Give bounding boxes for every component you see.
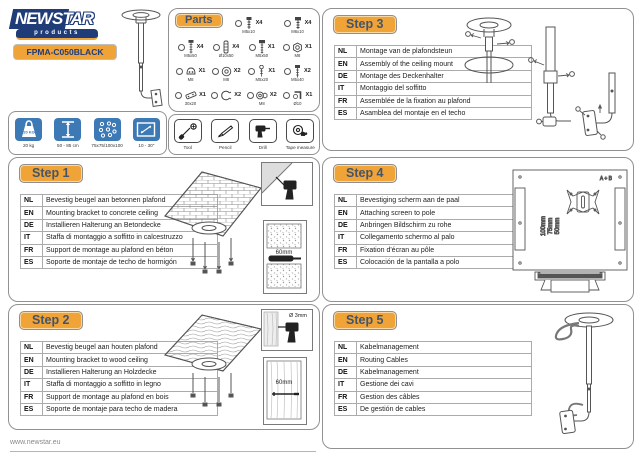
part-qty: X1 [305, 44, 312, 50]
drill-inset [261, 162, 313, 206]
logo-text-star: STAR [52, 9, 94, 28]
svg-text:75mm: 75mm [548, 217, 554, 235]
part-label: M5x10 [242, 29, 255, 34]
pencil-icon [211, 119, 239, 143]
step-3-panel [322, 8, 634, 151]
tool-label: Tape measure [285, 144, 315, 150]
lang-code: DE [21, 219, 43, 231]
part-label: M8 [258, 101, 265, 106]
lang-text: Installieren Halterung an Betondecke [43, 219, 218, 231]
part-qty: X1 [305, 92, 313, 98]
drill-icon [249, 119, 277, 143]
lang-code: DE [335, 219, 357, 231]
part-label: Ø10 [293, 101, 302, 106]
step-4-language-table [334, 194, 532, 269]
step-3-badge: Step 3 [333, 15, 397, 34]
spec-label: 20 kg [23, 142, 35, 148]
step-4-panel [322, 157, 634, 302]
part-mark-icon [283, 44, 290, 51]
plug-in-concrete-icon [264, 221, 304, 291]
spec-vesa-pattern [89, 118, 125, 148]
logo-text-new: NEW [15, 9, 52, 28]
part-bolt-icon [258, 40, 266, 54]
lang-code: ES [335, 403, 357, 415]
part-item [209, 40, 244, 58]
part-screw-icon [244, 17, 254, 30]
plug-depth-inset [263, 220, 307, 294]
tool-label: Pencil [218, 144, 232, 150]
spec-max-weight [11, 118, 47, 148]
lang-code: FR [335, 95, 357, 107]
lang-code: FR [335, 391, 357, 403]
parts-row [173, 64, 315, 82]
lang-text: Montage des Deckenhalter [357, 70, 532, 82]
lang-code: ES [335, 256, 357, 268]
part-allen-key-icon [292, 90, 304, 101]
step-5-language-table [334, 341, 532, 416]
lang-code: FR [21, 244, 43, 256]
parts-row [173, 40, 315, 58]
spec-label: 75x75/100x100 [91, 142, 123, 148]
part-mark-icon [176, 68, 183, 75]
part-qty: X1 [199, 92, 206, 98]
lang-row [335, 391, 532, 403]
tools-strip [168, 114, 320, 155]
part-label: M5x50 [255, 53, 269, 58]
part-item [280, 16, 315, 34]
part-item [173, 64, 208, 82]
tool-item [207, 119, 243, 150]
parts-row [173, 88, 315, 106]
screen-size-icon [133, 118, 160, 141]
part-screw-icon [293, 17, 303, 30]
part-qty: X4 [232, 44, 240, 50]
lang-code: EN [335, 354, 357, 366]
step-2-panel [8, 304, 320, 430]
lang-code: IT [21, 379, 43, 391]
step-1-panel [8, 157, 320, 302]
step-4-illustration [511, 168, 629, 294]
screw-depth-inset [263, 357, 307, 425]
lang-code: NL [21, 195, 43, 207]
part-qty: X2 [269, 92, 277, 98]
part-mark-icon [284, 68, 291, 75]
svg-text:60mm: 60mm [275, 380, 293, 386]
lang-row [335, 207, 532, 219]
step-5-panel [322, 304, 634, 449]
lang-code: IT [335, 232, 357, 244]
lang-code: EN [335, 58, 357, 70]
part-item [280, 40, 315, 58]
part-cap-icon [185, 66, 197, 77]
spec-screen-size [128, 118, 164, 148]
lang-code: FR [21, 391, 43, 403]
lang-row [335, 219, 532, 231]
drill-bit-inset [261, 309, 313, 351]
lang-text: Montage van de plafondsteun [357, 46, 532, 58]
part-item [244, 64, 279, 82]
lang-row [335, 354, 532, 366]
logo-products-bar: products [16, 29, 98, 40]
part-label: M6x10 [291, 29, 304, 34]
part-item [280, 88, 315, 106]
lang-code: IT [335, 379, 357, 391]
lang-text: Support de montage au plafond en béton [43, 244, 218, 256]
lang-code: EN [21, 207, 43, 219]
tool-item [170, 119, 206, 150]
lang-text: Soporte de montaje para techo de madera [43, 403, 218, 415]
lang-text: Anbringen Bildschirm zu rohe [357, 219, 532, 231]
part-item [280, 64, 315, 82]
step-2-badge: Step 2 [19, 311, 83, 330]
max-weight-icon [15, 118, 42, 141]
lang-code: IT [21, 232, 43, 244]
part-qty: X4 [196, 44, 204, 50]
lang-code: FR [335, 244, 357, 256]
step-5-illustration [531, 309, 627, 444]
lang-text: Assemblée de la fixation au plafond [357, 95, 532, 107]
part-mark-icon [178, 44, 185, 51]
part-mark-icon [175, 92, 182, 99]
step-1-badge: Step 1 [19, 164, 83, 183]
lang-text: Gestione dei cavi [357, 379, 532, 391]
lang-text: Soporte de montaje de techo de hormigón [43, 256, 218, 268]
lang-row [335, 256, 532, 268]
part-mark-icon [212, 68, 219, 75]
part-nut-icon [292, 42, 303, 53]
vesa-pattern-icon [94, 118, 121, 141]
part-qty: X1 [267, 44, 275, 50]
lang-code: NL [21, 342, 43, 354]
screw-in-wood-icon [264, 358, 304, 422]
lang-code: DE [335, 366, 357, 378]
lang-text: Gestion des câbles [357, 391, 532, 403]
lang-text: De gestión de cables [357, 403, 532, 415]
part-item [209, 64, 244, 82]
part-washer-nut-icon [256, 90, 268, 101]
step-3-illustration [451, 13, 629, 146]
part-label: M5x20 [255, 77, 269, 82]
lang-text: Fixation d'écran au pôle [357, 244, 532, 256]
part-label: M5x40 [291, 77, 304, 82]
part-washer-icon [221, 66, 232, 77]
part-qty: X2 [233, 68, 241, 74]
part-screw-icon [187, 40, 195, 54]
lang-row [335, 379, 532, 391]
height-adjust-icon [54, 118, 81, 141]
lang-text: Staffa di montaggio a soffitto in calcestruzzo [43, 232, 218, 244]
lang-code: IT [335, 83, 357, 95]
lang-text: Installieren Halterung an Holzdecke [43, 366, 218, 378]
tool-item [245, 119, 281, 150]
step-1-illustration [157, 166, 267, 296]
screwdriver-icon [174, 119, 202, 143]
lang-text: Kabelmanagement [357, 342, 532, 354]
part-strip-icon [184, 90, 197, 101]
lang-code: EN [335, 207, 357, 219]
part-label: M8 [223, 77, 230, 82]
lang-code: ES [21, 403, 43, 415]
lang-text: Montaggio del soffitto [357, 83, 532, 95]
part-label: M8 [294, 53, 301, 58]
lang-text: Routing Cables [357, 354, 532, 366]
lang-text: Kabelmanagement [357, 366, 532, 378]
parts-panel [168, 8, 320, 112]
lang-text: Collegamento schermo al palo [357, 232, 532, 244]
part-item [231, 16, 266, 34]
newstar-logo [10, 9, 114, 41]
drill-into-wood-icon [262, 310, 310, 348]
part-screw-icon [257, 65, 266, 77]
part-qty: X2 [234, 92, 242, 98]
lang-row [335, 195, 532, 207]
svg-text:50mm: 50mm [555, 217, 561, 235]
spec-height-adjust [50, 118, 86, 148]
part-mark-icon [284, 20, 291, 27]
lang-code: ES [335, 107, 357, 119]
lang-text: Mounting bracket to concrete ceiling [43, 207, 218, 219]
part-mark-icon [211, 92, 218, 99]
part-item [173, 40, 208, 58]
part-qty: X1 [198, 68, 206, 74]
svg-text:Ø 3mm: Ø 3mm [288, 313, 307, 319]
svg-text:20 KG: 20 KG [22, 129, 35, 135]
part-item [209, 88, 244, 106]
part-clip-icon [220, 90, 232, 101]
lang-text: Mounting bracket to wood ceiling [43, 354, 218, 366]
lang-code: DE [21, 366, 43, 378]
lang-text: Colocación de la pantalla a polo [357, 256, 532, 268]
lang-row [335, 342, 532, 354]
part-mark-icon [248, 68, 255, 75]
spec-label: 10 - 30" [138, 142, 155, 148]
tool-item [282, 119, 318, 150]
part-qty: X2 [304, 68, 311, 74]
step-4-badge: Step 4 [333, 164, 397, 183]
product-overview-illustration [116, 6, 166, 112]
lang-code: NL [335, 46, 357, 58]
part-mark-icon [247, 92, 254, 99]
lang-text: Support de montage au plafond en bois [43, 391, 218, 403]
part-qty: X1 [268, 68, 276, 74]
svg-text:A + B: A + B [599, 176, 612, 182]
tool-label: Drill [258, 144, 267, 150]
lang-text: Bevestig beugel aan houten plafond [43, 342, 218, 354]
part-mark-icon [213, 44, 220, 51]
part-mark-icon [235, 20, 242, 27]
part-item [173, 88, 208, 106]
part-qty: X4 [255, 20, 263, 26]
model-badge: FPMA-C050BLACK [13, 44, 117, 60]
lang-row [335, 232, 532, 244]
part-label: Ø10x50 [218, 53, 234, 58]
lang-code: EN [21, 354, 43, 366]
lang-text: Attaching screen to pole [357, 207, 532, 219]
lang-text: Assembly of the ceiling mount [357, 58, 532, 70]
part-item [244, 40, 279, 58]
part-qty: X4 [304, 20, 312, 26]
part-screw-icon [293, 65, 302, 78]
step-2-illustration [157, 309, 267, 425]
lang-code: NL [335, 195, 357, 207]
svg-text:100mm: 100mm [541, 215, 547, 237]
part-label: M5x50 [184, 53, 197, 58]
parts-badge: Parts [175, 13, 223, 28]
lang-text: Bevestiging scherm aan de paal [357, 195, 532, 207]
spec-label: 50 - 85 cm [57, 142, 79, 148]
part-plug-icon [222, 40, 230, 54]
lang-code: DE [335, 70, 357, 82]
parts-row [231, 16, 315, 34]
svg-text:60mm: 60mm [275, 250, 293, 256]
lang-row [335, 244, 532, 256]
part-mark-icon [283, 92, 290, 99]
lang-text: Bevestig beugel aan betonnen plafond [43, 195, 218, 207]
spec-strip [8, 111, 167, 155]
tape-measure-icon [286, 119, 314, 143]
footer-url: www.newstar.eu [10, 439, 61, 446]
step-5-badge: Step 5 [333, 311, 397, 330]
tool-label: Tool [183, 144, 192, 150]
lang-code: NL [335, 342, 357, 354]
lang-text: Staffa di montaggio a soffitto in legno [43, 379, 218, 391]
lang-row [335, 366, 532, 378]
lang-code: ES [21, 256, 43, 268]
footer [10, 431, 316, 452]
part-label: 30x20 [184, 101, 197, 106]
part-mark-icon [249, 44, 256, 51]
part-item [244, 88, 279, 106]
lang-text: Asamblea del montaje en el techo [357, 107, 532, 119]
drill-into-ceiling-icon [262, 163, 310, 203]
part-label: M8 [187, 77, 194, 82]
lang-row [335, 403, 532, 415]
